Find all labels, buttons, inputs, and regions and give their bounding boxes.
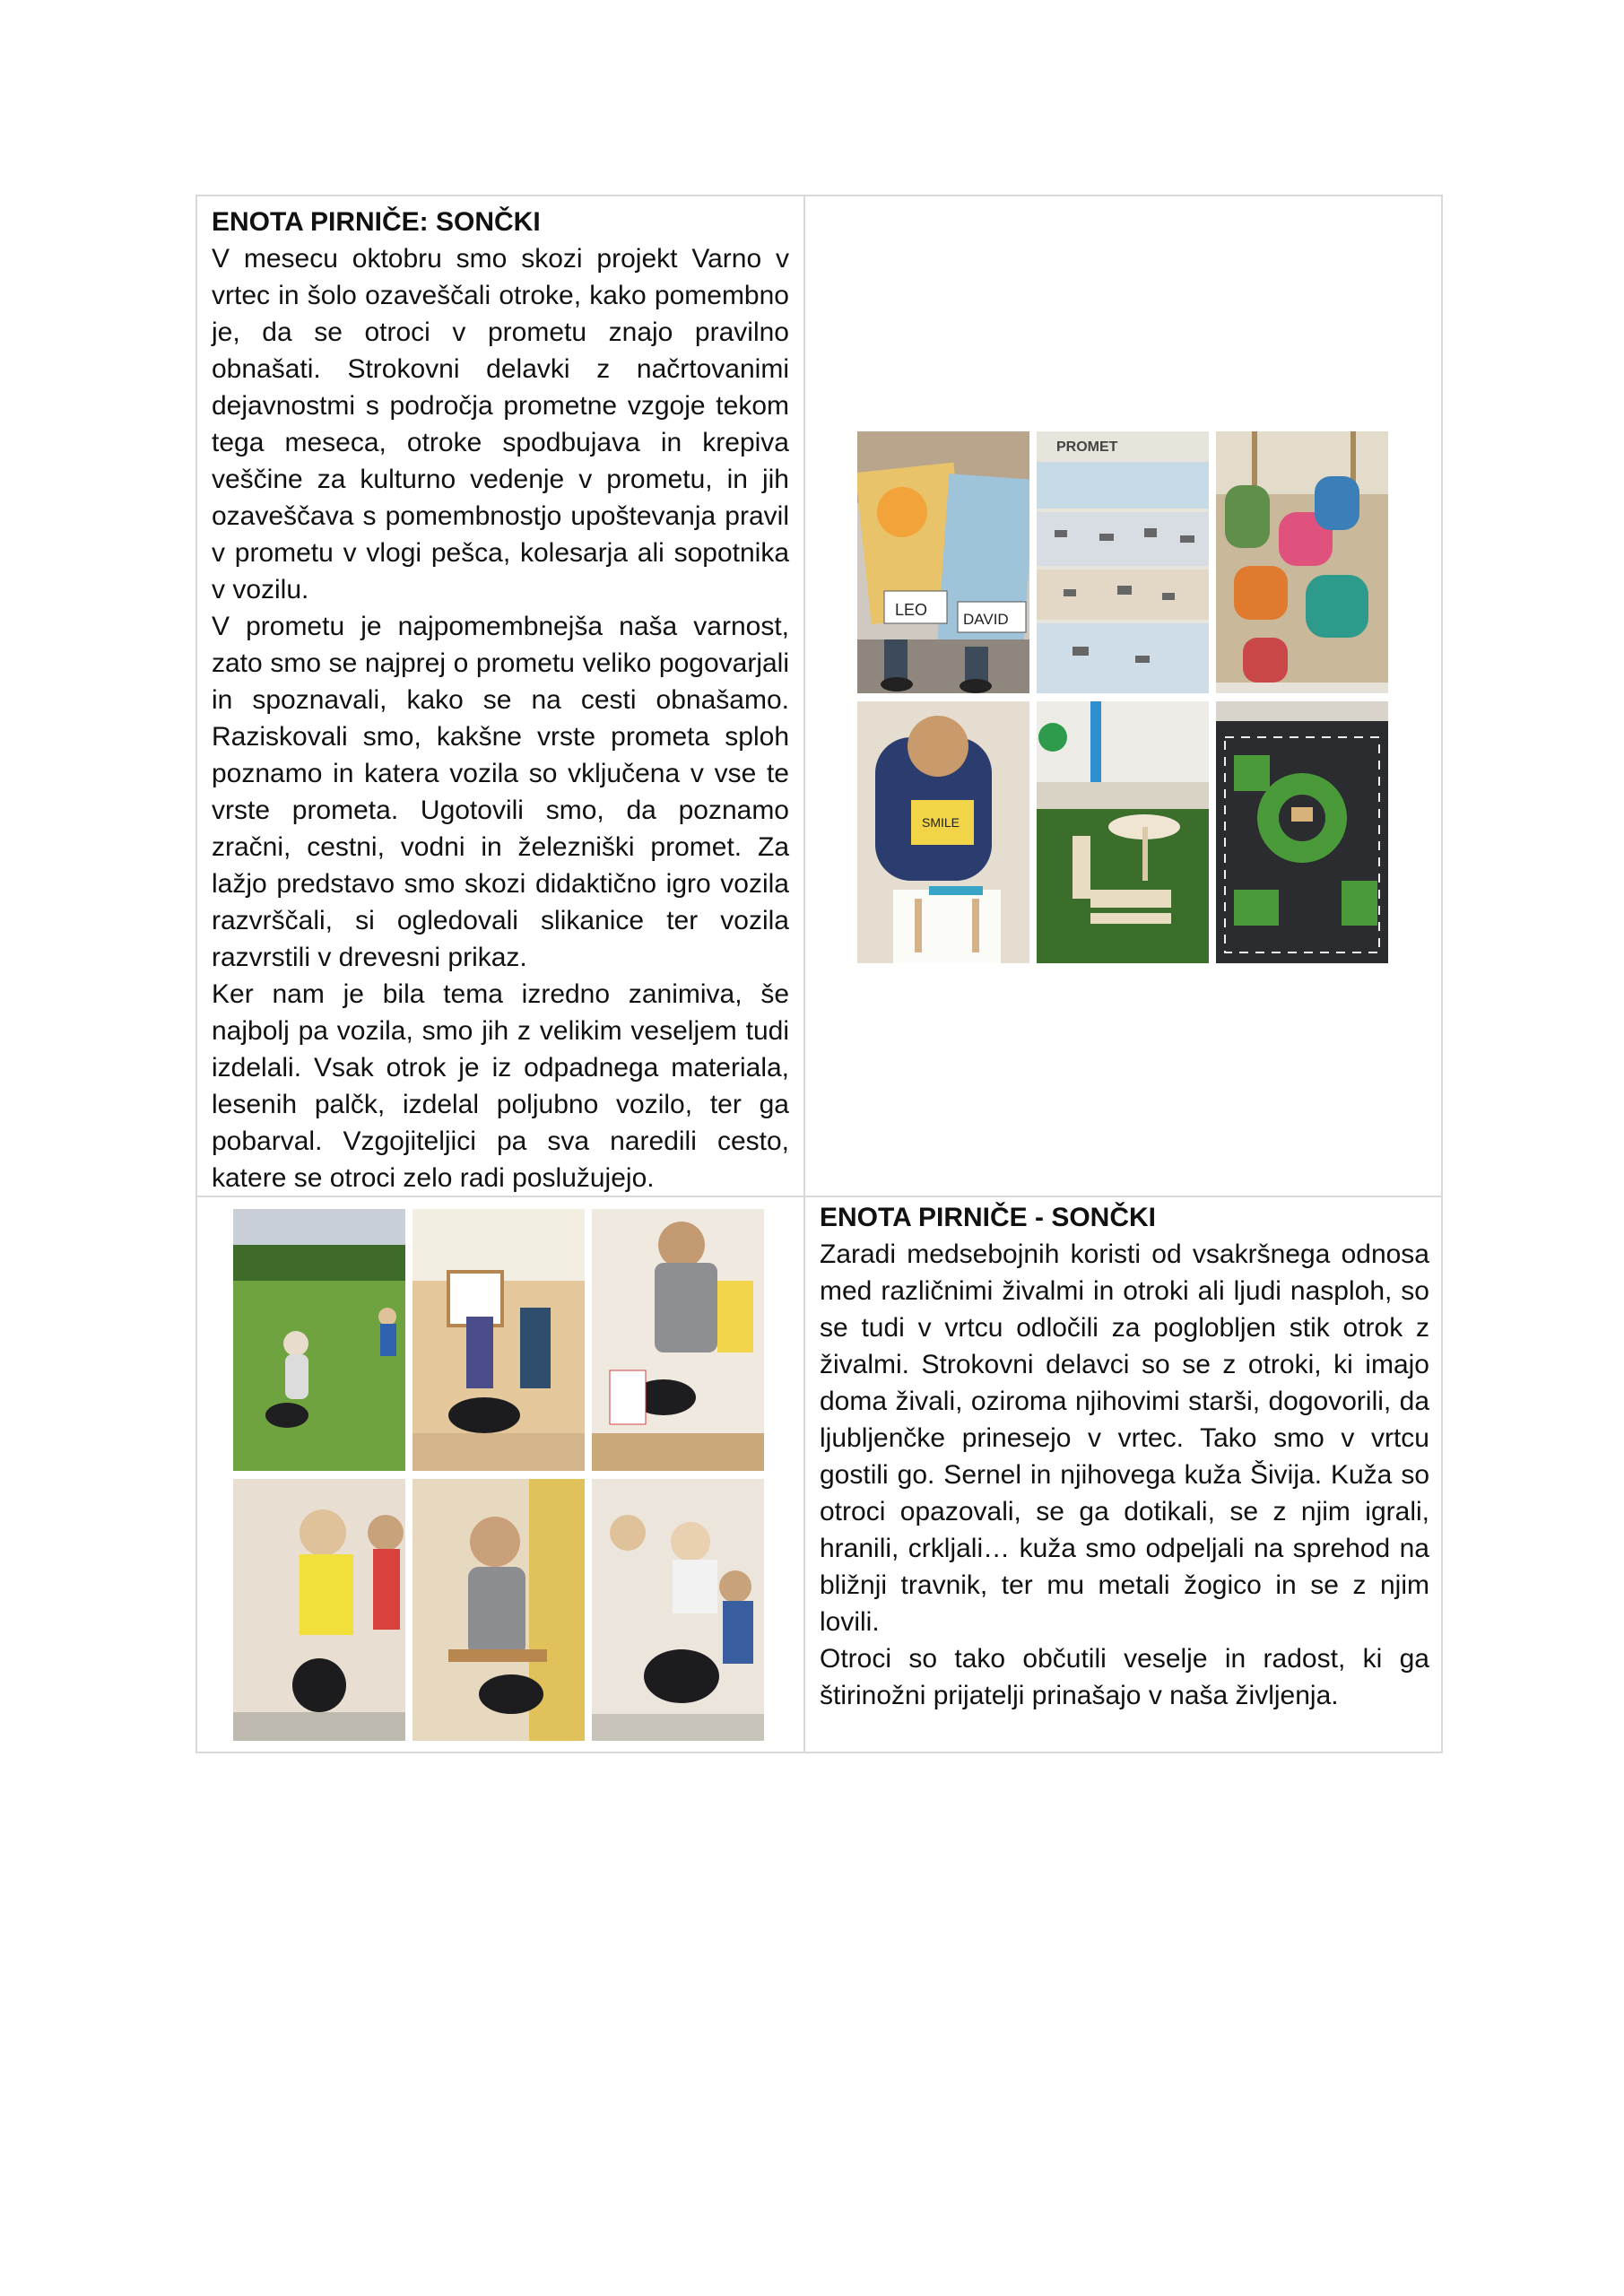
traffic-article: [212, 204, 789, 1196]
woman-petting-dog-photo: [413, 1479, 585, 1741]
handmade-vehicles-photo: [1216, 431, 1388, 693]
traffic-paragraph: V prometu je najpomembnejša naša varnost, zato smo se najprej o prometu veliko pogovarjali in spoznavali, kako se na cesti obnašamo. Raziskovali smo, kakšne vrste prometa sploh poznamo in katera vozila so vključena v vse te vrste prometa. Ugotovili smo, da poznamo zračni, cestni, vodni in železniški promet. Za lažjo predstavo smo skozi didaktično igro vozila razvrščali, si ogledovali slikanice ter vozila razvrstili v drevesni prikaz.: [212, 612, 789, 972]
woman-with-dog-photo: [592, 1209, 764, 1471]
children-with-dog-photo: [233, 1479, 405, 1741]
children-drawings-photo: [857, 431, 1029, 693]
traffic-photo-collage: [857, 431, 1388, 963]
name-tag-leo: LEO: [895, 601, 928, 619]
name-tag-david: DAVID: [963, 611, 1009, 628]
promet-sign-text: PROMET: [1056, 439, 1118, 455]
shirt-text: SMILE: [922, 815, 960, 830]
meadow-walk-photo: [233, 1209, 405, 1471]
group-with-dog-photo: [592, 1479, 764, 1741]
park-model-photo: [1037, 701, 1209, 963]
layout-table: [195, 195, 1443, 1753]
promet-poster-photo: [1037, 431, 1209, 693]
column-divider: [803, 196, 805, 1752]
traffic-paragraph: Ker nam je bila tema izredno zanimiva, še najbolj pa vozila, smo jih z velikim veseljem tudi izdelali. Vsak otrok je iz odpadnega materiala, lesenih palčk, izdelal poljubno vozilo, ter ga pobarval. Vzgojiteljici pa sva naredili cesto, katere se otroci zelo radi poslužujejo.: [212, 979, 789, 1193]
dog-visit-paragraph: Zaradi medsebojnih koristi od vsakršnega odnosa med različnimi živalmi in otroki ali ljudi nasploh, so se tudi v vrtcu odločili za poglobljen stik otrok z živalmi. Strokovni delavci so se z otroki, ki imajo doma živali, oziroma njihovimi starši, dogovorili, da ljubljenčke prinesejo v vrtec. Tako smo v vrtcu gostili go. Sernel in njihovega kuža Šivija. Kuža so otroci opazovali, se ga dotikali, se z njim igrali, hranili, crkljali… kuža smo odpeljali na sprehod na bližnji travnik, ter mu metali žogico in se z njim lovili.: [820, 1239, 1429, 1637]
dog-indoor-photo: [413, 1209, 585, 1471]
traffic-paragraph: V mesecu oktobru smo skozi projekt Varno v vrtec in šolo ozaveščali otroke, kako pomembno je, da se otroci v prometu znajo pravilno obnašati. Strokovni delavki z načrtovanimi dejavnostmi s področja prometne vzgoje tekom tega meseca, otroke spodbujava in krepiva veščine za kulturno vedenje v prometu, in jih ozaveščava s pomembnostjo upoštevanja pravil v prometu v vlogi pešca, kolesarja ali sopotnika v vozilu.: [212, 244, 789, 604]
dog-visit-paragraph: Otroci so tako občutili veselje in radost, ki ga štirinožni prijatelji prinašajo v naša življenja.: [820, 1644, 1429, 1710]
traffic-article-title: ENOTA PIRNIČE: SONČKI: [212, 207, 541, 237]
child-crafting-photo: [857, 701, 1029, 963]
dog-visit-photo-collage: [233, 1209, 764, 1741]
dog-visit-article: [820, 1199, 1429, 1714]
road-mat-photo: [1216, 701, 1388, 963]
dog-visit-article-title: ENOTA PIRNIČE - SONČKI: [820, 1203, 1157, 1232]
